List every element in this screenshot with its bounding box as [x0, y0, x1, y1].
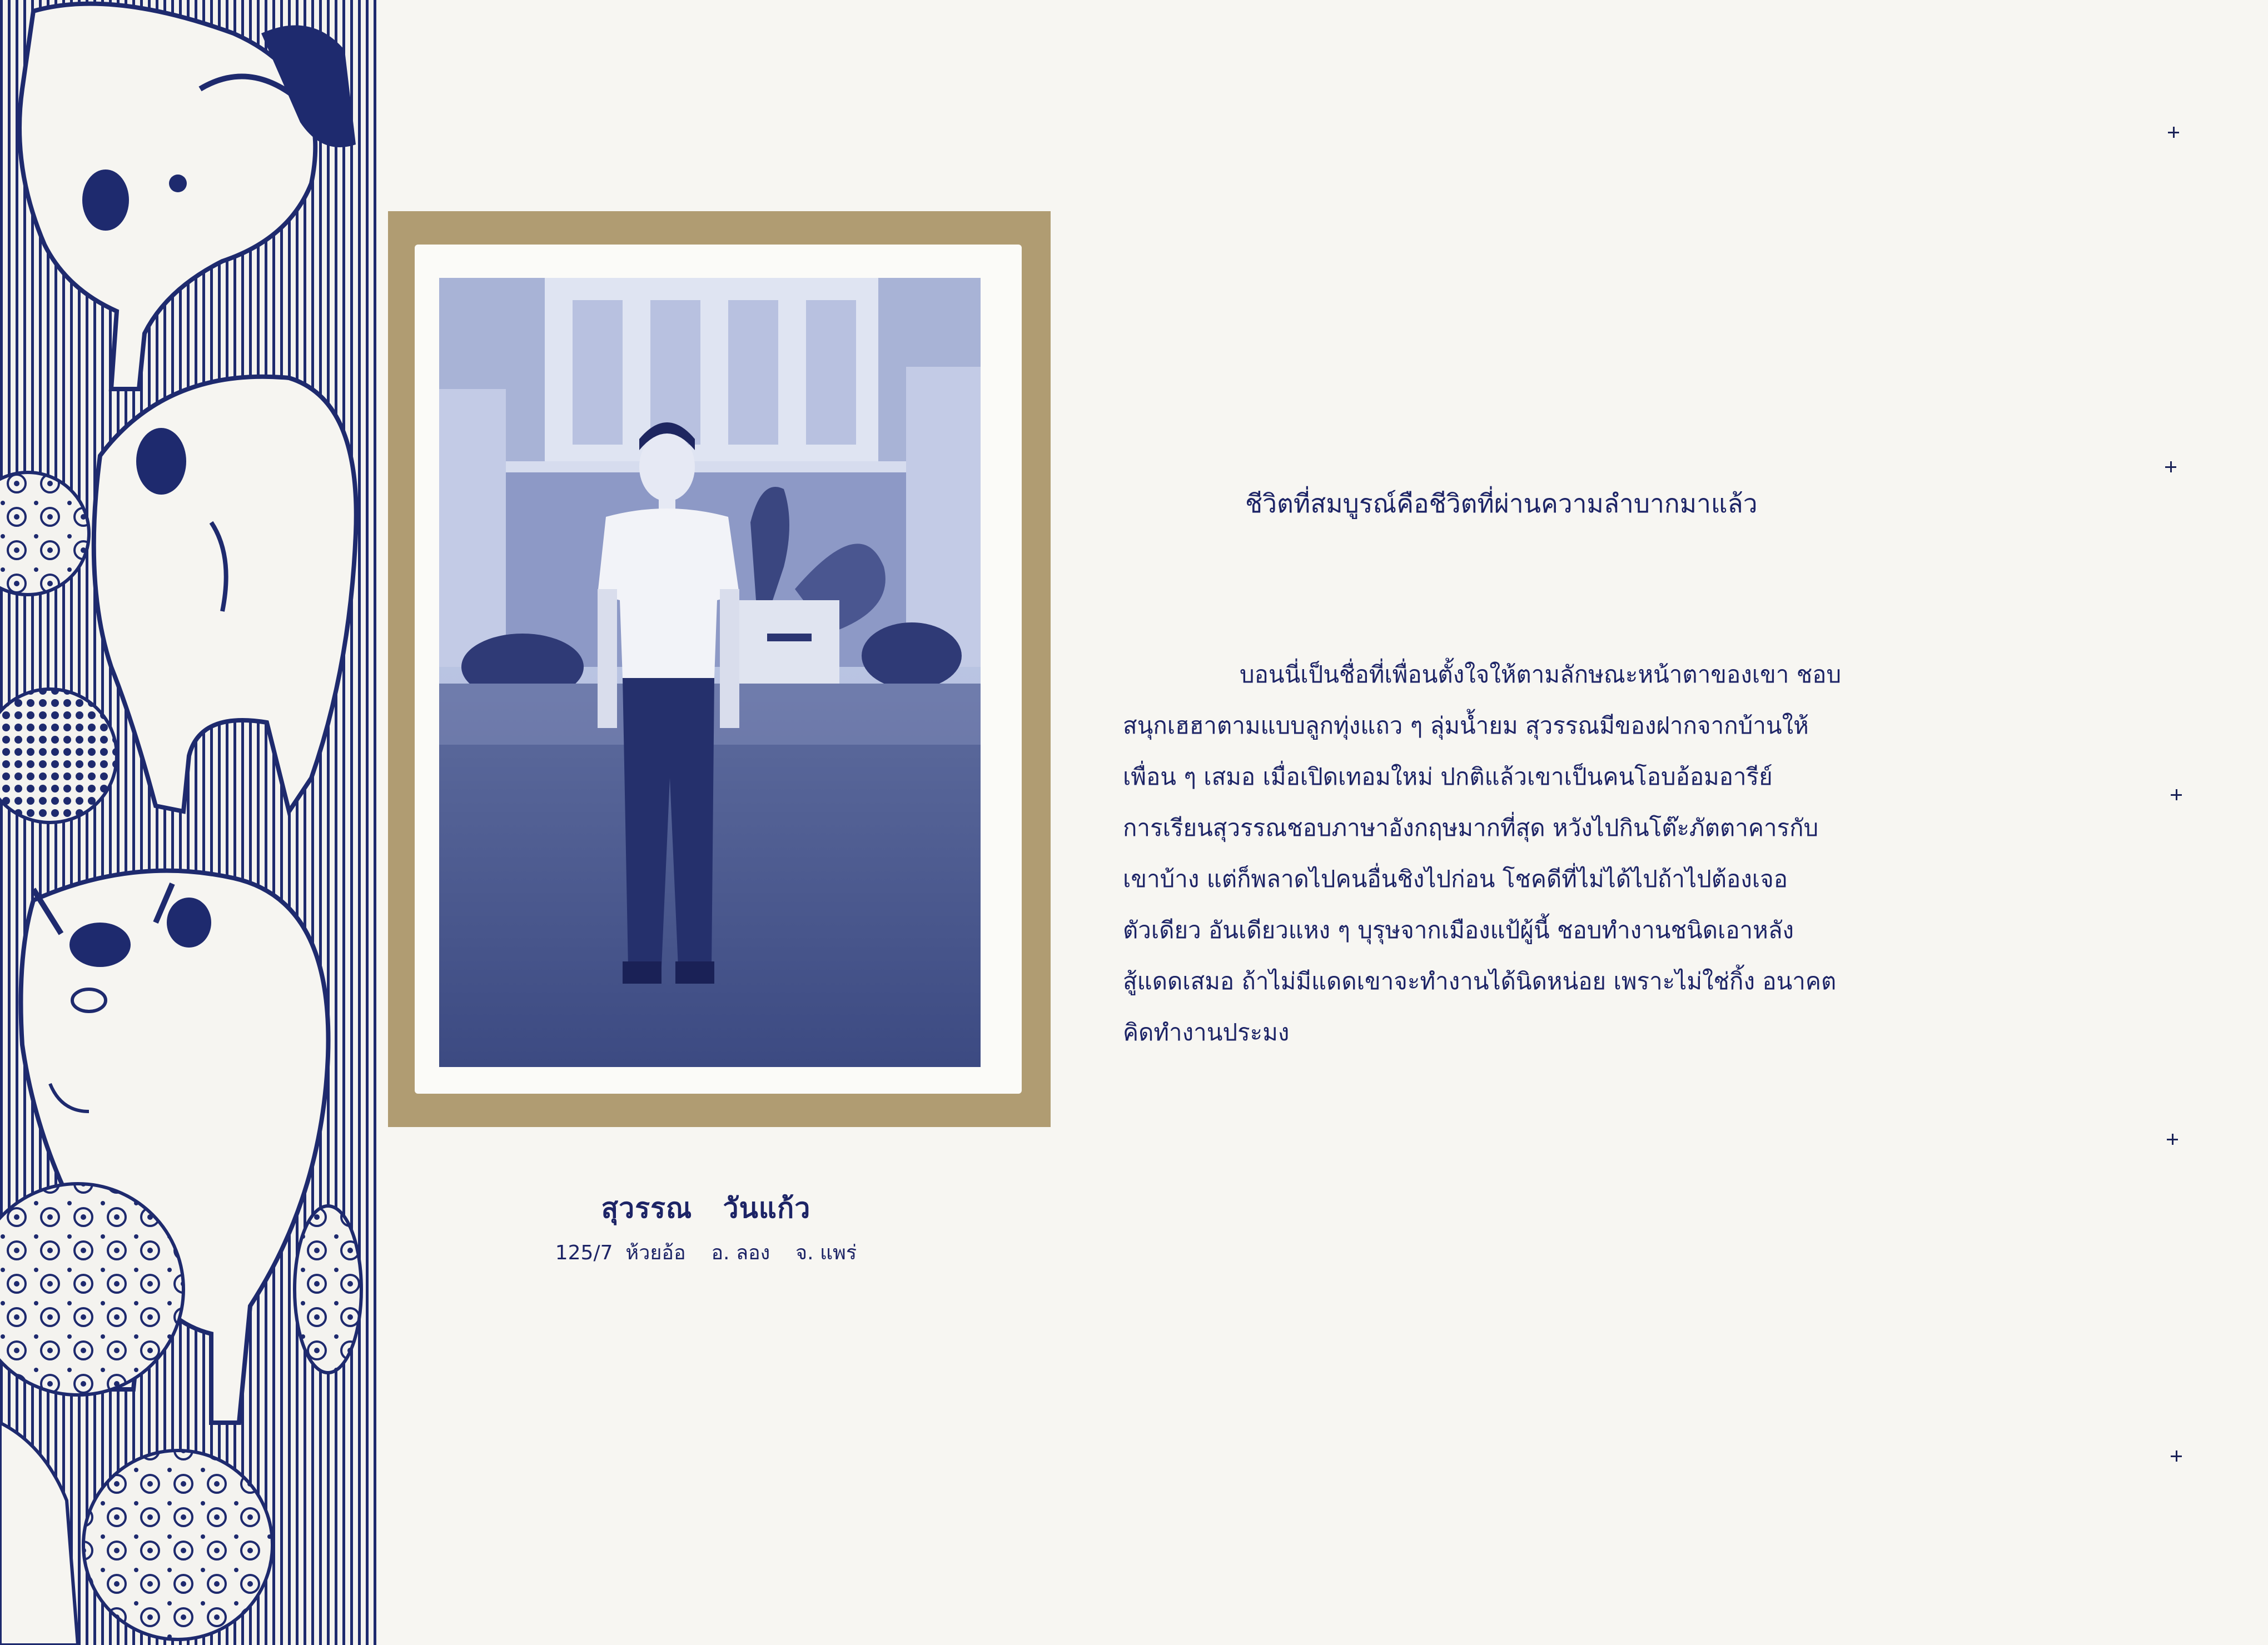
- page-title: ชีวิตที่สมบูรณ์คือชีวิตที่ผ่านความลำบากมาแล้ว: [1245, 488, 1758, 519]
- body-line: การเรียนสุวรรณชอบภาษาอังกฤษมากที่สุด หวังไปกินโต๊ะภัตตาคารกับ: [1123, 814, 1819, 841]
- portrait-photo-icon: [439, 278, 981, 1067]
- cow-woodcut-icon: [0, 0, 378, 1645]
- body-line: สนุกเฮฮาตามแบบลูกทุ่งแถว ๆ ลุ่มน้ำยม สุวรรณมีของฝากจากบ้านให้: [1123, 712, 1809, 739]
- body-line: ตัวเดียว อันเดียวแหง ๆ บุรุษจากเมืองแป้ผู้นี้ ชอบทำงานชนิดเอาหลัง: [1123, 916, 1794, 944]
- body-line: บอนนี่เป็นชื่อที่เพื่อนตั้งใจให้ตามลักษณะหน้าตาของเขา ชอบ: [1240, 661, 1842, 688]
- binder-mark-icon: [2165, 461, 2176, 472]
- biography-text: [1123, 649, 1901, 1058]
- binder-mark-icon: [2171, 789, 2182, 800]
- photo-mat: [415, 245, 1022, 1094]
- photo-frame: [388, 211, 1051, 1127]
- portrait-photo: [439, 278, 981, 1067]
- body-line: เพื่อน ๆ เสมอ เมื่อเปิดเทอมใหม่ ปกติแล้วเขาเป็นคนโอบอ้อมอารีย์: [1123, 763, 1773, 790]
- binder-mark-icon: [2171, 1450, 2182, 1462]
- decorative-cow-illustration: [0, 0, 378, 1645]
- body-line: เขาบ้าง แต่ก็พลาดไปคนอื่นชิงไปก่อน โชคดีที่ไม่ได้ไปถ้าไปต้องเจอ: [1123, 865, 1788, 893]
- caption-name: สุวรรณ วันแก้ว: [601, 1192, 811, 1224]
- binder-mark-icon: [2167, 1134, 2178, 1145]
- body-line: สู้แดดเสมอ ถ้าไม่มีแดดเขาจะทำงานได้นิดหน่อย เพราะไม่ใช่กิ้ง อนาคต: [1123, 968, 1837, 995]
- binder-mark-icon: [2168, 127, 2179, 138]
- body-line: คิดทำงานประมง: [1123, 1019, 1290, 1046]
- caption-address: 125/7 ห้วยอ้อ อ. ลอง จ. แพร่: [555, 1242, 857, 1264]
